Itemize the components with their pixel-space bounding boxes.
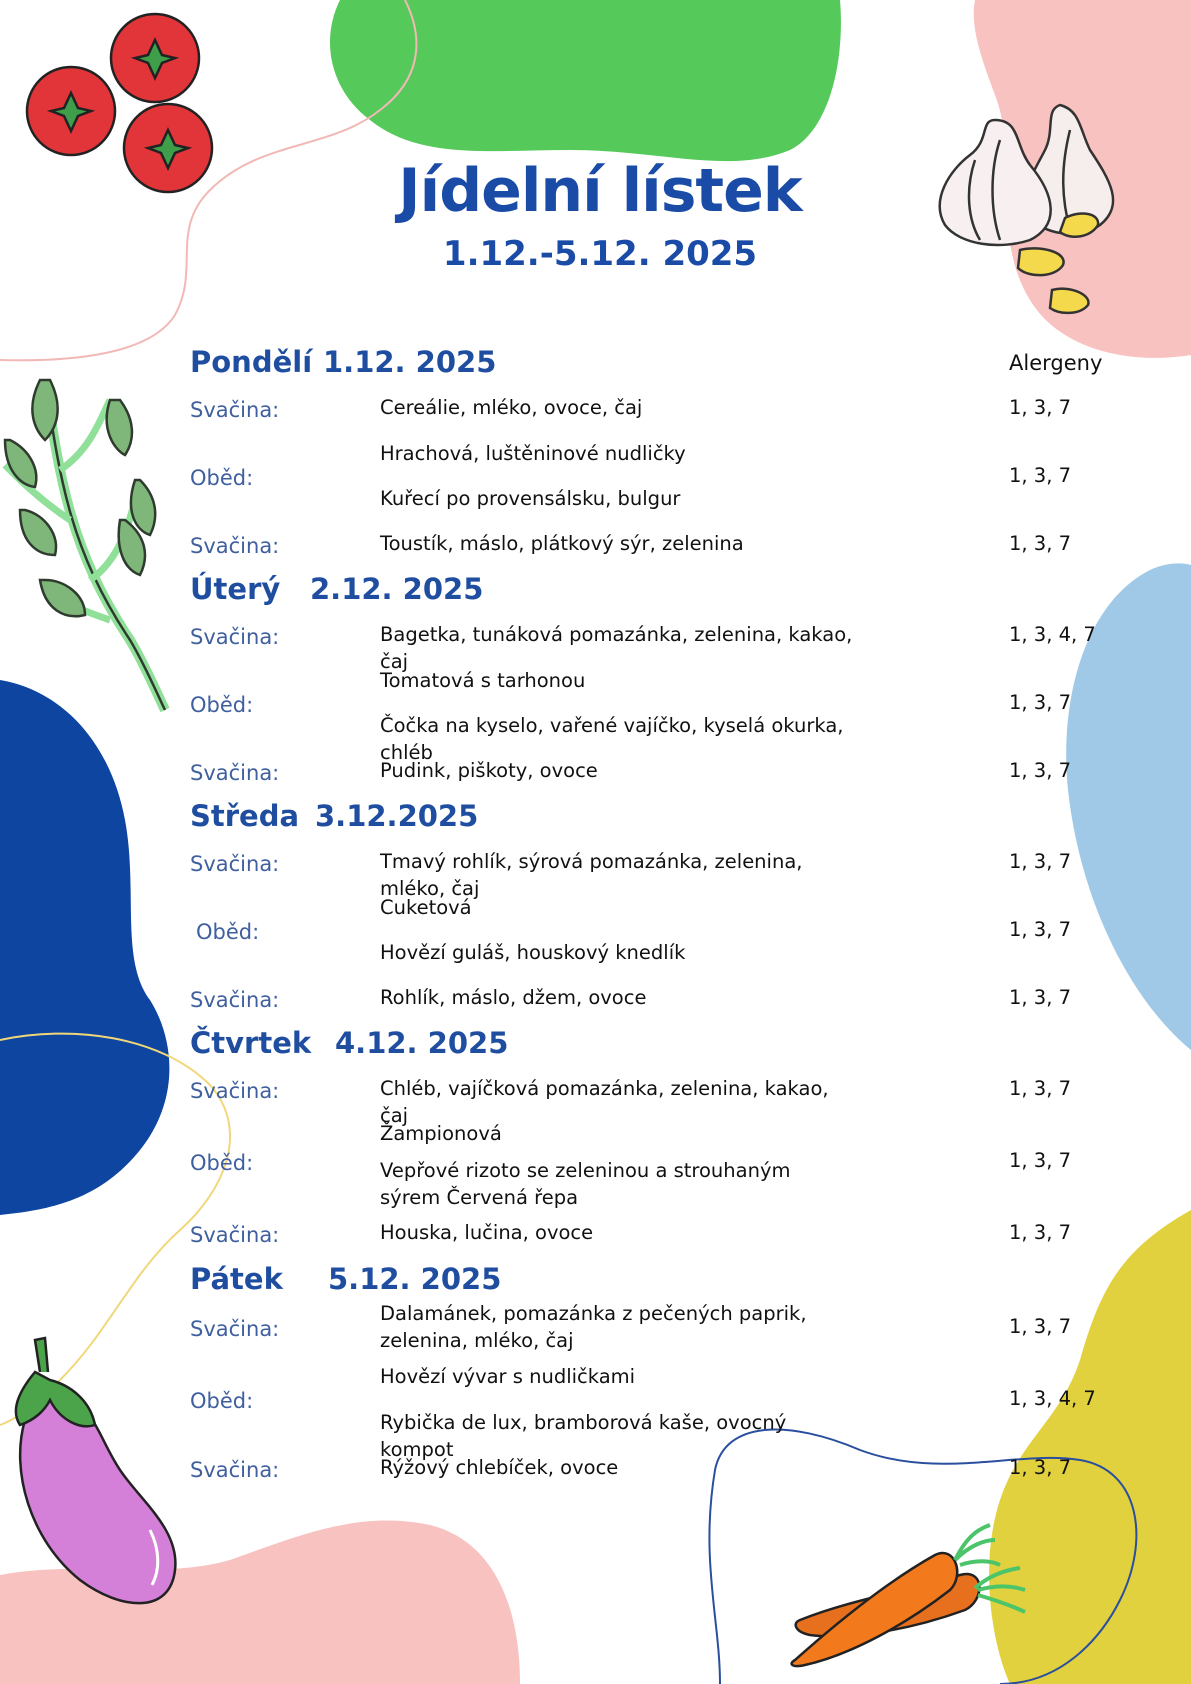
dish: Cuketová [380, 896, 472, 919]
dish: Hovězí vývar s nudličkami [380, 1365, 636, 1388]
dish: Tmavý rohlík, sýrová pomazánka, zelenina, mléko, čaj [380, 850, 803, 900]
day-name: Pátek [190, 1262, 283, 1296]
allergen-list: 1, 3, 7 [1009, 464, 1072, 487]
day-date: 5.12. 2025 [328, 1262, 502, 1296]
allergen-list: 1, 3, 7 [1009, 1221, 1072, 1244]
allergen-column-header: Alergeny [1009, 351, 1103, 375]
meal-label: Svačina: [190, 1458, 280, 1482]
meal-label: Oběd: [196, 920, 260, 944]
dish: Vepřové rizoto se zeleninou a strouhaným sýrem Červená řepa [380, 1159, 791, 1209]
allergen-list: 1, 3, 7 [1009, 1315, 1072, 1338]
meal-label: Svačina: [190, 1079, 280, 1103]
meal-label: Oběd: [190, 466, 254, 490]
dish: Dalamánek, pomazánka z pečených paprik, zelenina, mléko, čaj [380, 1302, 807, 1352]
page-title: Jídelní lístek [398, 156, 802, 226]
meal-label: Svačina: [190, 1223, 280, 1247]
allergen-list: 1, 3, 7 [1009, 396, 1072, 419]
day-date: 4.12. 2025 [335, 1026, 509, 1060]
meal-label: Svačina: [190, 398, 280, 422]
allergen-list: 1, 3, 7 [1009, 1077, 1072, 1100]
eggplant-illustration [16, 1338, 175, 1603]
allergen-list: 1, 3, 7 [1009, 918, 1072, 941]
dish: Rohlík, máslo, džem, ovoce [380, 986, 647, 1009]
dish: Chléb, vajíčková pomazánka, zelenina, kakao, čaj [380, 1077, 829, 1127]
yellow-blob [989, 1210, 1191, 1684]
dish: Toustík, máslo, plátkový sýr, zelenina [380, 532, 744, 555]
allergen-list: 1, 3, 7 [1009, 532, 1072, 555]
allergen-list: 1, 3, 7 [1009, 850, 1072, 873]
meal-label: Svačina: [190, 534, 280, 558]
dish: Bagetka, tunáková pomazánka, zelenina, kakao, čaj [380, 623, 853, 673]
tomatoes-illustration [27, 14, 212, 192]
day-name: Středa [190, 799, 300, 833]
day-name: Čtvrtek [190, 1026, 312, 1060]
dish: Pudink, piškoty, ovoce [380, 759, 598, 782]
dish: Rýžový chlebíček, ovoce [380, 1456, 619, 1479]
dish: Čočka na kyselo, vařené vajíčko, kyselá okurka, chléb [380, 714, 844, 764]
dish: Tomatová s tarhonou [380, 669, 586, 692]
allergen-list: 1, 3, 4, 7 [1009, 1387, 1096, 1410]
dish: Hovězí guláš, houskový knedlík [380, 941, 686, 964]
meal-label: Oběd: [190, 1389, 254, 1413]
allergen-list: 1, 3, 7 [1009, 1456, 1072, 1479]
allergen-list: 1, 3, 7 [1009, 1149, 1072, 1172]
dish: Rybička de lux, bramborová kaše, ovocný kompot [380, 1411, 787, 1461]
day-date: 2.12. 2025 [310, 572, 484, 606]
day-date: 1.12. 2025 [323, 345, 497, 379]
dish: Kuřecí po provensálsku, bulgur [380, 487, 681, 510]
meal-label: Oběd: [190, 693, 254, 717]
dark-blue-blob [0, 680, 169, 1215]
allergen-list: 1, 3, 7 [1009, 691, 1072, 714]
allergen-list: 1, 3, 7 [1009, 986, 1072, 1009]
allergen-list: 1, 3, 4, 7 [1009, 623, 1096, 646]
dish: Hrachová, luštěninové nudličky [380, 442, 686, 465]
meal-label: Svačina: [190, 852, 280, 876]
meal-label: Svačina: [190, 761, 280, 785]
dish: Cereálie, mléko, ovoce, čaj [380, 396, 643, 419]
meal-label: Svačina: [190, 625, 280, 649]
dish: Žampionová [380, 1122, 502, 1145]
meal-label: Oběd: [190, 1151, 254, 1175]
herb-sprig-illustration [5, 380, 165, 710]
day-date: 3.12.2025 [315, 799, 479, 833]
date-range: 1.12.-5.12. 2025 [442, 234, 758, 274]
day-name: Úterý [190, 572, 281, 606]
meal-label: Svačina: [190, 1317, 280, 1341]
meal-label: Svačina: [190, 988, 280, 1012]
dish: Houska, lučina, ovoce [380, 1221, 594, 1244]
allergen-list: 1, 3, 7 [1009, 759, 1072, 782]
day-name: Pondělí [190, 345, 313, 379]
